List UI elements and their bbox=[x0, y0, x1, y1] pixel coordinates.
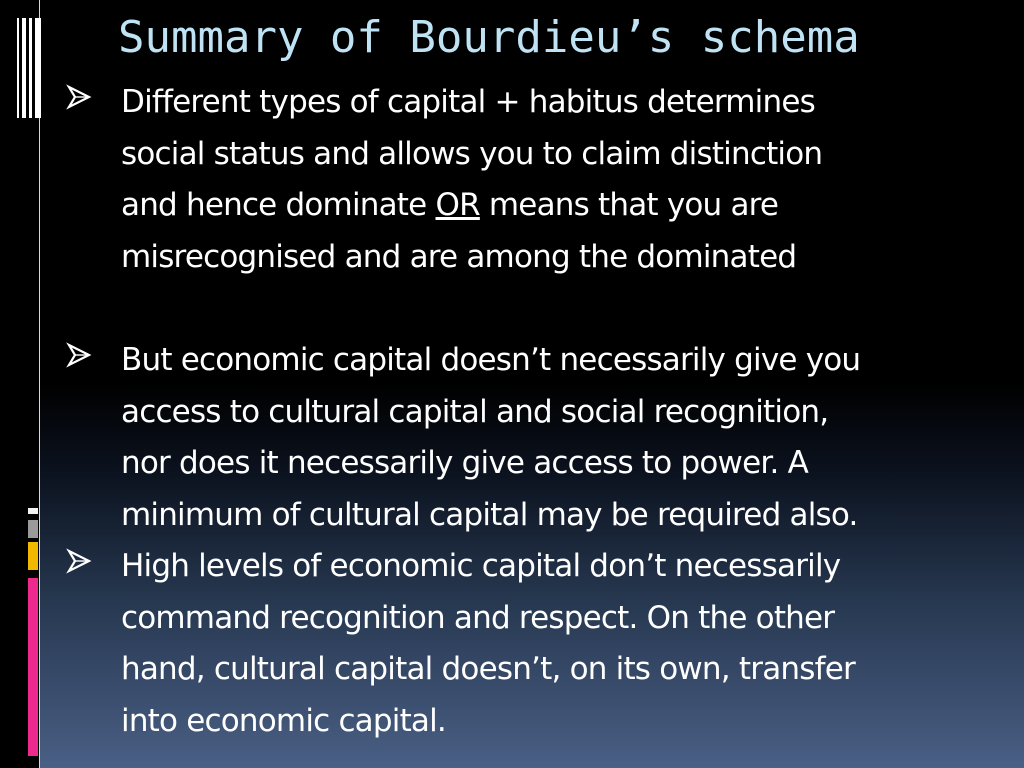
slide-title: Summary of Bourdieu’s schema bbox=[118, 12, 860, 63]
barcode-stripes-decoration bbox=[17, 18, 43, 118]
accent-stripes bbox=[28, 508, 38, 758]
accent-grey-stripe bbox=[28, 520, 38, 538]
bullet-line: into economic capital. bbox=[121, 702, 446, 739]
stripe bbox=[29, 18, 32, 118]
bullet-line bbox=[121, 180, 1001, 232]
bullet-line: nor does it necessarily give access to power. A bbox=[121, 445, 808, 481]
bullet-line: High levels of economic capital don’t necessarily bbox=[121, 548, 841, 584]
stripe bbox=[17, 18, 19, 118]
text-segment: and hence dominate bbox=[121, 187, 436, 223]
bullet-line: hand, cultural capital doesn’t, on its own, transfer bbox=[121, 651, 855, 687]
text-segment: means that you are bbox=[479, 187, 779, 223]
bullet-line: social status and allows you to claim distinction bbox=[121, 135, 823, 172]
bullet-line: minimum of cultural capital may be required also. bbox=[121, 496, 858, 533]
underlined-or: OR bbox=[435, 187, 480, 223]
accent-yellow-stripe bbox=[28, 542, 38, 570]
bullet-line: Different types of capital + habitus determines bbox=[121, 84, 815, 120]
bullet-line: misrecognised and are among the dominated bbox=[121, 238, 797, 275]
accent-pink-stripe bbox=[28, 578, 38, 756]
arrowhead-bullet-icon bbox=[66, 84, 92, 110]
arrowhead-bullet-icon bbox=[66, 548, 92, 574]
arrowhead-bullet-icon bbox=[66, 342, 92, 368]
bullet-line: But economic capital doesn’t necessarily give you bbox=[121, 342, 861, 378]
accent-white-stripe bbox=[28, 508, 38, 514]
bullet-line: access to cultural capital and social recognition, bbox=[121, 393, 829, 430]
bullet-text bbox=[121, 541, 1001, 747]
bullet-line: command recognition and respect. On the other bbox=[121, 599, 835, 636]
bullet-text bbox=[121, 77, 1001, 283]
stripe bbox=[35, 18, 41, 118]
stripe bbox=[22, 18, 26, 118]
bullet-text bbox=[121, 335, 1001, 541]
